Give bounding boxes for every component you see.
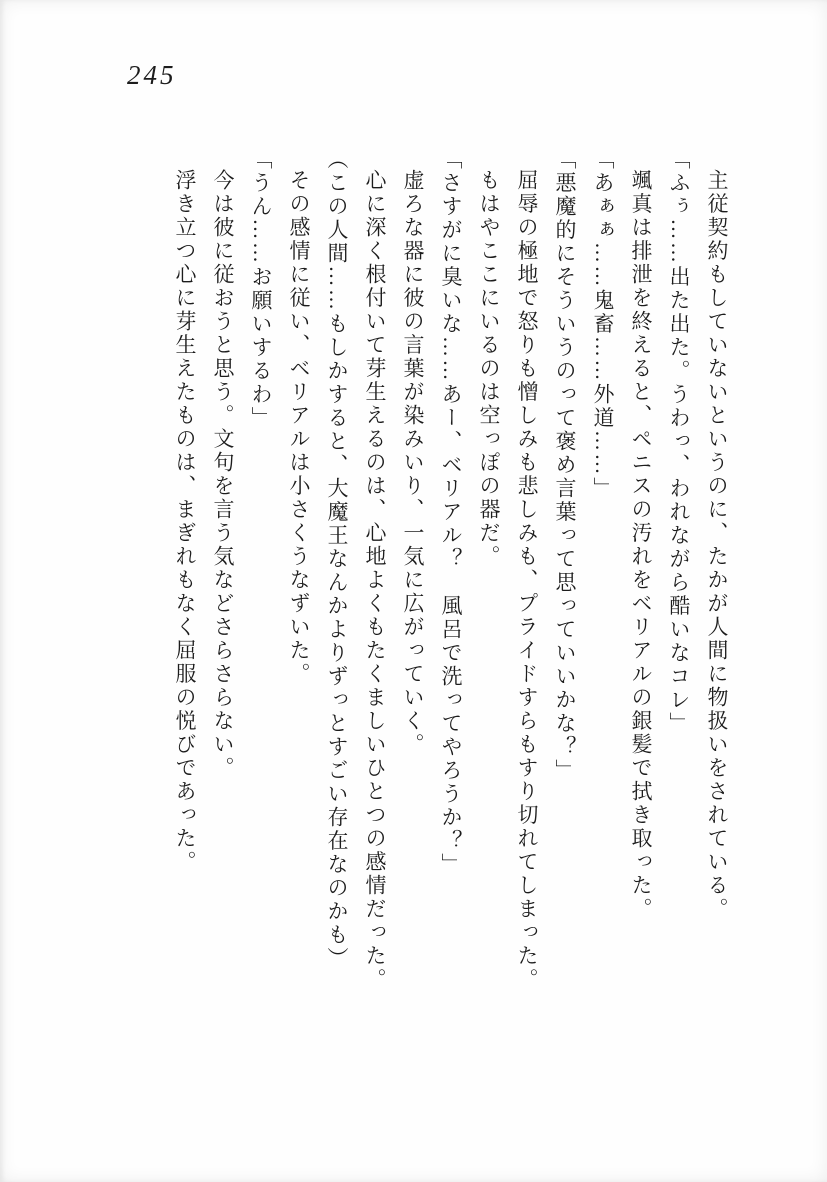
text-line-dialogue: 「さすがに臭いな……あー、ベリアル？ 風呂で洗ってやろうか？」	[439, 148, 463, 877]
text-line-dialogue: 「あぁぁ……鬼畜……外道……」	[591, 148, 615, 501]
text-line-narration: もはやここにいるのは空っぽの器だ。	[477, 169, 501, 569]
text-line-dialogue: 「ふぅ……出た出た。うわっ、われながら酷いなコレ」	[667, 148, 691, 736]
text-line-narration: 浮き立つ心に芽生えたものは、まぎれもなく屈服の悦びであった。	[173, 169, 197, 874]
text-line-narration: 屈辱の極地で怒りも憎しみも悲しみも、プライドすらもすり切れてしまった。	[515, 169, 539, 992]
text-line-narration: 颯真は排泄を終えると、ペニスの汚れをベリアルの銀髪で拭き取った。	[629, 169, 653, 921]
vertical-text-block	[166, 148, 736, 1020]
text-line-dialogue: 「悪魔的にそういうのって褒め言葉って思っていいかな？」	[553, 148, 577, 783]
text-line-narration: 今は彼に従おうと思う。文句を言う気などさらさらない。	[211, 169, 235, 780]
text-line-narration: その感情に従い、ベリアルは小さくうなずいた。	[287, 169, 311, 686]
page-number: 245	[127, 60, 177, 90]
text-line-narration: 主従契約もしていないというのに、たかが人間に物扱いをされている。	[705, 169, 729, 921]
text-line-dialogue: 「うん……お願いするわ」	[249, 148, 273, 430]
text-line-narration: 心に深く根付いて芽生えるのは、心地よくもたくましいひとつの感情だった。	[363, 169, 387, 992]
text-line-narration: 虚ろな器に彼の言葉が染みいり、一気に広がっていく。	[401, 169, 425, 757]
text-line-thought: （この人間……もしかすると、大魔王なんかよりずっとすごい存在なのかも）	[325, 148, 349, 971]
